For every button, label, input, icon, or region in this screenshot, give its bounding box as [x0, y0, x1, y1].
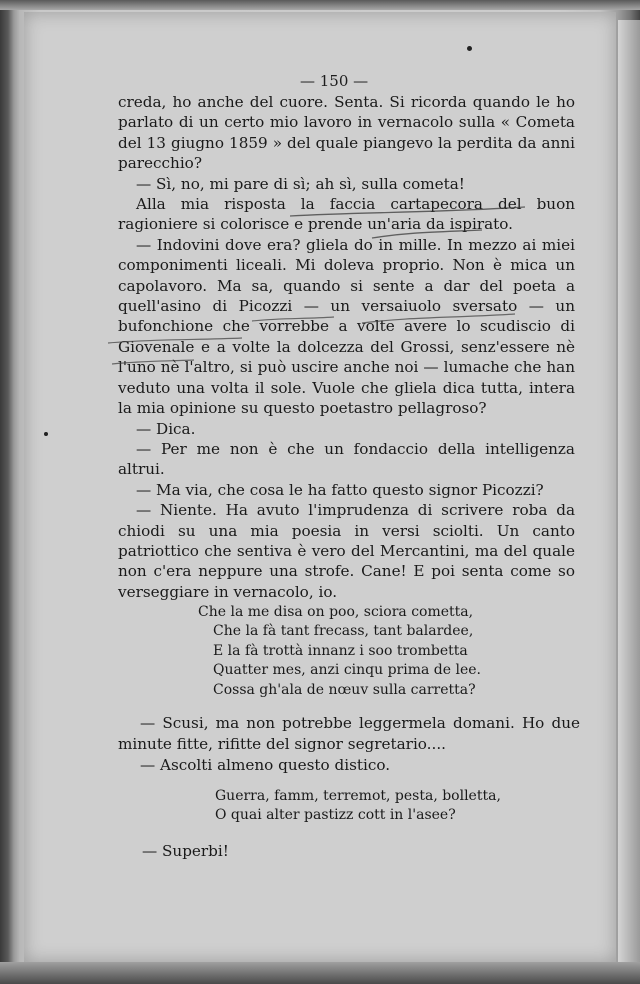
paragraph: — Dica. — [136, 419, 196, 438]
paragraph: — Per me non è che un fondaccio della intelligenza altrui. — [118, 439, 575, 479]
paragraph: — Ma via, che cosa le ha fatto questo signor Picozzi? — [136, 480, 544, 499]
verse-line: E la fà trottà innanz i soo trombetta — [213, 642, 468, 659]
paragraph: — Niente. Ha avuto l'imprudenza di scrivere roba da chiodi su una mia poesia in versi sciolti. Un canto patriottico che sentiva è vero del Mercantini, ma del quale non c'era neppure una strofe. Cane! E poi senta come so verseggiare in vernacolo, io. — [118, 501, 575, 601]
verse-line: Che la fà tant frecass, tant balardee, — [213, 623, 474, 640]
book-top-edge — [0, 0, 640, 10]
prose-block — [118, 92, 575, 602]
closing-line: — Superbi! — [142, 842, 229, 860]
verse-line: O quai alter pastizz cott in l'asee? — [215, 807, 456, 824]
paragraph: — Ascolti almeno questo distico. — [140, 756, 391, 774]
adjacent-page-edge — [618, 20, 640, 970]
paragraph: — Scusi, ma non potrebbe leggermela domani. Ho due minute fitte, rifitte del signor segretario.... — [118, 714, 580, 753]
verse-line: Quatter mes, anzi cinqu prima de lee. — [213, 662, 481, 679]
verse-stanza — [198, 603, 481, 700]
verse-couplet — [215, 787, 501, 826]
speck — [44, 432, 48, 436]
paragraph: — Indovini dove era? gliela do in mille. In mezzo ai miei componimenti liceali. Mi doleva proprio. Non è mica un capolavoro. Ma sa, quando si sente a dar del poeta a quell'asino di Picozzi — un versaiuolo sversato — un bufonchione che vorrebbe a volte avere lo scudiscio di Giovenale e a volte la dolcezza del Grossi, senz'essere nè l'uno nè l'altro, si può uscire anche noi — lumache che han veduto una volta il sole. Vuole che gliela dica tutta, intera la mia opinione su questo poetastro pellagroso? — [118, 235, 575, 418]
prose-block-two — [118, 713, 580, 776]
paragraph: Alla mia risposta la faccia cartapecora del buon ragioniere si colorisce e prende un'aria da ispirato. — [118, 195, 575, 234]
verse-line: Che la me disa on poo, sciora cometta, — [198, 604, 474, 620]
speck — [467, 46, 472, 51]
paragraph: — Sì, no, mi pare di sì; ah sì, sulla cometa! — [136, 174, 465, 193]
paragraph: creda, ho anche del cuore. Senta. Si ricorda quando le ho parlato di un certo mio lavoro in vernacolo sulla « Cometa del 13 giugno 1859 » del quale piangevo la perdita da anni parecchio? — [118, 93, 575, 173]
book-bottom-edge — [0, 962, 640, 984]
verse-line: Cossa gh'ala de nœuv sulla carretta? — [213, 681, 476, 698]
verse-line: Guerra, famm, terremot, pesta, bolletta, — [215, 788, 501, 804]
page-number: — 150 — — [300, 72, 369, 90]
